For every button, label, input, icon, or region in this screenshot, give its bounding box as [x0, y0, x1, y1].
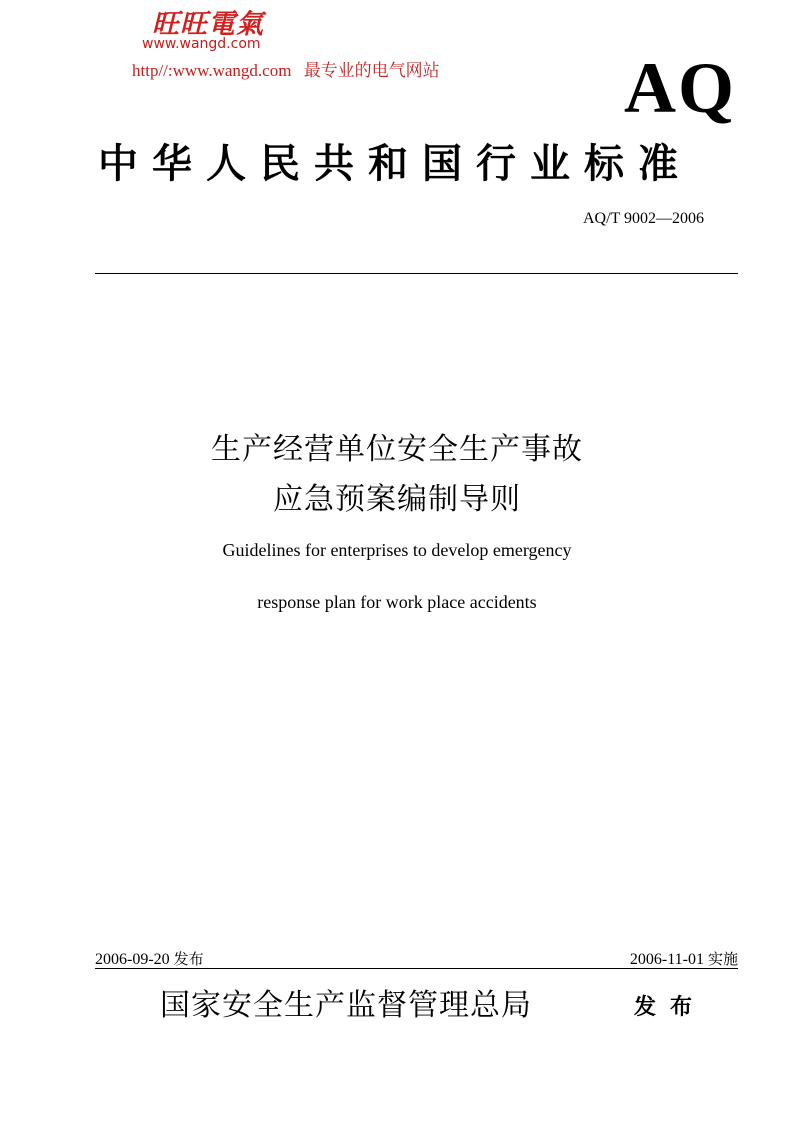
site-slogan: 最专业的电气网站	[303, 61, 440, 81]
standard-category-mark: AQ	[624, 48, 736, 128]
issuing-organization: 国家安全生产监督管理总局	[160, 988, 532, 1023]
site-url-link[interactable]: http//:www.wangd.com	[132, 61, 292, 80]
issue-date	[95, 948, 204, 969]
site-logo: 旺旺電氣	[152, 9, 264, 39]
issue-label: 发布	[634, 995, 707, 1020]
header-link-line[interactable]	[132, 56, 440, 81]
bottom-divider	[95, 968, 738, 969]
effective-date	[630, 948, 738, 969]
logo-domain: www.wangd.com	[142, 36, 261, 52]
issue-date-value: 2006-09-20	[95, 951, 170, 968]
authority-title: 中华人民共和国行业标准	[98, 141, 692, 187]
document-title-cn-line1: 生产经营单位安全生产事故	[211, 432, 583, 467]
document-title-en-line1: Guidelines for enterprises to develop emergency	[222, 540, 572, 560]
effective-date-value: 2006-11-01	[629, 951, 704, 968]
standard-number: AQ/T 9002—2006	[582, 210, 704, 227]
top-divider	[95, 273, 738, 274]
document-title-cn-line2: 应急预案编制导则	[273, 482, 521, 517]
issue-date-suffix: 发布	[173, 950, 204, 968]
effective-date-suffix: 实施	[707, 950, 738, 968]
document-title-en-line2: response plan for work place accidents	[257, 592, 537, 612]
